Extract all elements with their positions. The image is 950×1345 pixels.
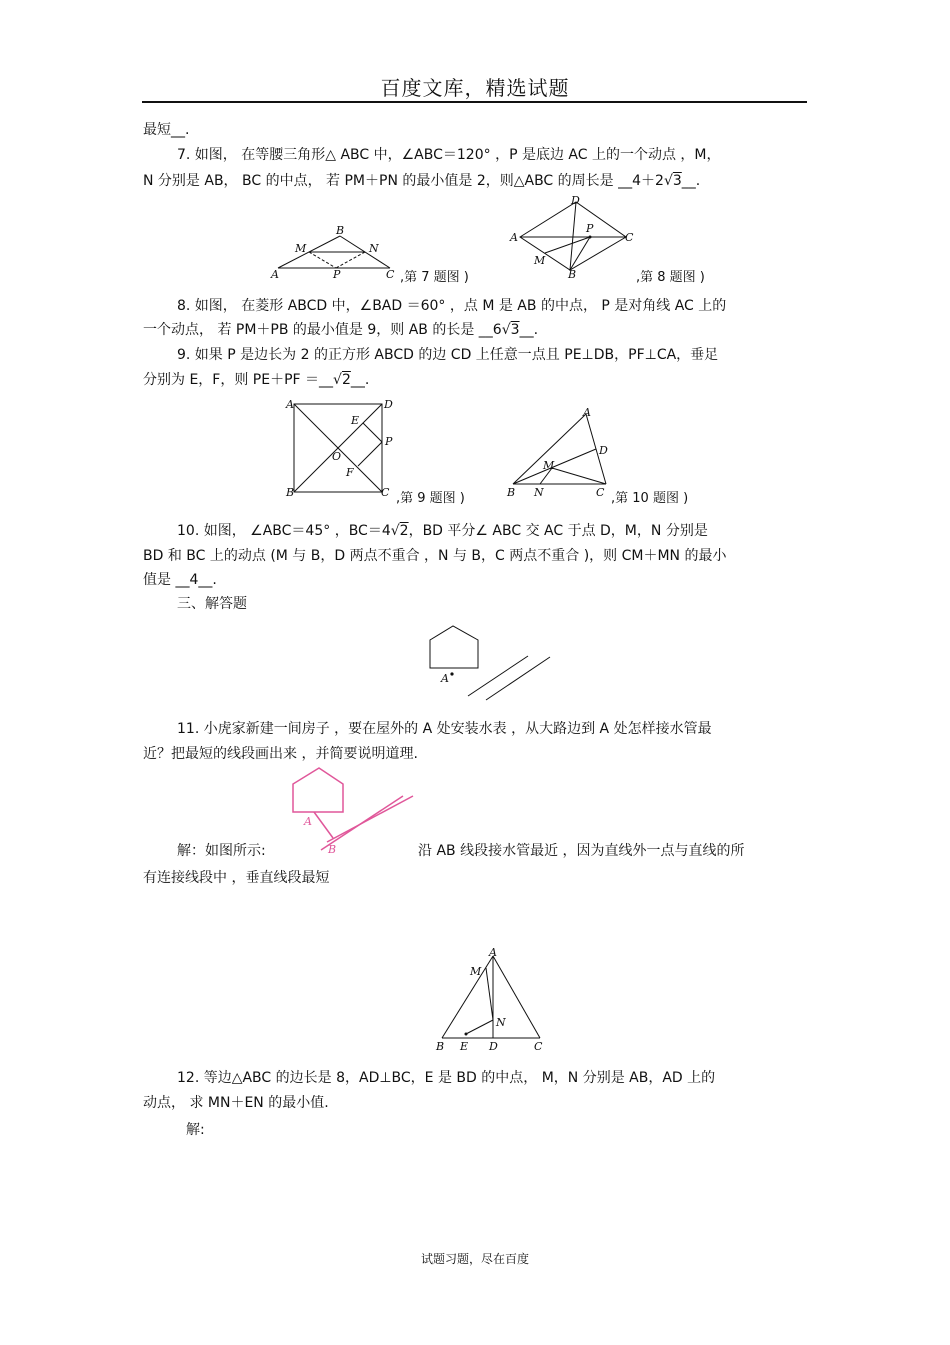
fig9-label-b: B	[286, 486, 295, 499]
fig11b-label-b: B	[328, 843, 337, 856]
q9-text-line1: 9. 如果 P 是边长为 2 的正方形 ABCD 的边 CD 上任意一点且 PE⊥DB，PF⊥CA，垂足	[177, 347, 719, 363]
q7-text-line2	[143, 172, 700, 190]
figure-q11-solution	[285, 762, 425, 857]
q11-text-line1: 11. 小虎家新建一间房子 ，要在屋外的 A 处安装水表 ，从大路边到 A 处怎样接水管最	[177, 721, 712, 737]
figure-q9-svg	[284, 396, 399, 500]
page-header-title: 百度文库，精选试题	[380, 76, 570, 100]
fig12-label-c: C	[534, 1040, 543, 1053]
figure-q11-solution-svg	[285, 762, 425, 857]
fig8-label-b: B	[568, 268, 577, 281]
figure-q7-caption: ,第 7 题图 )	[400, 270, 469, 285]
q6-answer-tail: 最短__.	[143, 122, 190, 138]
sqrt-sign-icon: √	[501, 322, 511, 338]
q11-text-line2: 近？把最短的线段画出来 ，并简要说明道理.	[143, 746, 418, 762]
q10-text-line2: BD 和 BC 上的动点 (M 与 B，D 两点不重合 ，N 与 B，C 两点不重合 )，则 CM＋MN 的最小	[143, 548, 727, 564]
figure-q12-equilateral	[430, 946, 550, 1056]
sqrt-sign-icon: √	[663, 173, 673, 189]
fig12-label-d: D	[489, 1040, 498, 1053]
figure-q7-triangle	[268, 222, 403, 282]
fig10-label-b: B	[507, 486, 516, 499]
fig10-label-c: C	[596, 486, 605, 499]
q12-solution-label: 解:	[186, 1122, 205, 1138]
fig8-label-p: P	[586, 222, 594, 235]
q8-line2-end: __.	[519, 322, 539, 338]
figure-q8-rhombus	[508, 194, 638, 280]
q11-solution-line2: 有连接线段中 ，垂直线段最短	[143, 870, 330, 886]
figure-q12-svg	[430, 946, 550, 1056]
fig9-label-e: E	[351, 414, 360, 427]
fig12-label-e: E	[460, 1040, 469, 1053]
q10-line1-text: 10. 如图， ∠ABC＝45° ，BC＝4	[177, 523, 391, 539]
fig10-label-a: A	[583, 406, 591, 419]
figure-q10-caption: ,第 10 题图 )	[611, 491, 689, 506]
q9-line2-end: __.	[350, 372, 370, 388]
q12-text-line1: 12. 等边△ABC 的边长是 8，AD⊥BC，E 是 BD 的中点， M，N 分别是 AB，AD 上的	[177, 1070, 716, 1086]
figure-q10-triangle	[503, 404, 618, 500]
figure-q8-caption: ,第 8 题图 )	[636, 270, 705, 285]
fig8-label-m: M	[534, 254, 546, 267]
q7-line2-end: __.	[681, 173, 701, 189]
fig7-label-p: P	[333, 268, 341, 281]
q12-text-line2: 动点， 求 MN＋EN 的最小值.	[143, 1095, 329, 1111]
figure-q7-svg	[268, 222, 403, 282]
fig7-label-b: B	[336, 224, 345, 237]
figure-q11-svg	[420, 620, 560, 690]
q7-text-line1: 7. 如图， 在等腰三角形△ ABC 中，∠ABC＝120° ，P 是底边 AC 上的一个动点 ，M，	[177, 147, 721, 163]
fig9-label-o: O	[332, 450, 342, 463]
section-heading-solve: 三、解答题	[177, 596, 247, 612]
figure-q8-svg	[508, 194, 638, 280]
q8-text-line1: 8. 如图， 在菱形 ABCD 中，∠BAD ＝60° ，点 M 是 AB 的中点， P 是对角线 AC 上的	[177, 298, 727, 314]
fig12-label-b: B	[436, 1040, 445, 1053]
q7-line2-text: N 分别是 AB， BC 的中点， 若 PM＋PN 的最小值是 2，则△ABC 的周长是 __4＋2	[143, 173, 664, 189]
figure-q10-svg	[503, 404, 618, 500]
fig10-label-n: N	[534, 486, 544, 499]
fig9-label-d: D	[384, 398, 393, 411]
q11-solution-line1: 沿 AB 线段接水管最近 ，因为直线外一点与直线的所	[418, 843, 745, 859]
q9-text-line2	[143, 371, 369, 389]
q8-text-line2	[143, 321, 538, 339]
q8-radicand: 3	[510, 322, 520, 338]
figure-q11-house-road	[420, 620, 560, 690]
fig11b-label-a: A	[304, 815, 312, 828]
fig7-label-c: C	[386, 268, 395, 281]
q10-text-line3: 值是 __4__.	[143, 572, 217, 588]
fig7-label-m: M	[295, 242, 307, 255]
q10-text-line1	[177, 522, 708, 540]
header-divider	[142, 101, 807, 103]
fig7-label-n: N	[369, 242, 379, 255]
fig8-label-a: A	[510, 231, 518, 244]
fig10-label-m: M	[543, 459, 555, 472]
fig12-label-n: N	[496, 1016, 506, 1029]
figure-q9-square	[284, 396, 399, 500]
fig8-label-c: C	[625, 231, 634, 244]
sqrt-sign-icon: √	[333, 372, 342, 388]
q8-line2-text: 一个动点， 若 PM＋PB 的最小值是 9，则 AB 的长是 __6	[143, 322, 502, 338]
fig12-label-a: A	[489, 946, 497, 959]
fig9-label-c: C	[381, 486, 390, 499]
fig9-label-a: A	[286, 398, 294, 411]
fig10-label-d: D	[599, 444, 608, 457]
q10-line1-end: ，BD 平分∠ ABC 交 AC 于点 D，M，N 分别是	[408, 523, 708, 539]
fig9-label-p: P	[385, 435, 393, 448]
fig7-label-a: A	[271, 268, 279, 281]
q10-radicand: 2	[399, 523, 409, 539]
q9-line2-text: 分别为 E，F，则 PE＋PF ＝__	[143, 372, 334, 388]
q7-radicand: 3	[672, 173, 682, 189]
fig11a-label-a: A	[441, 672, 449, 685]
fig9-label-f: F	[346, 466, 354, 479]
figure-q9-caption: ,第 9 题图 )	[396, 491, 465, 506]
fig12-label-m: M	[470, 965, 482, 978]
page-footer: 试题习题，尽在百度	[420, 1252, 529, 1266]
sqrt-sign-icon: √	[390, 523, 400, 539]
fig8-label-d: D	[571, 194, 580, 207]
q11-solution-prefix: 解：如图所示:	[177, 843, 266, 859]
q9-radicand: 2	[341, 372, 351, 388]
